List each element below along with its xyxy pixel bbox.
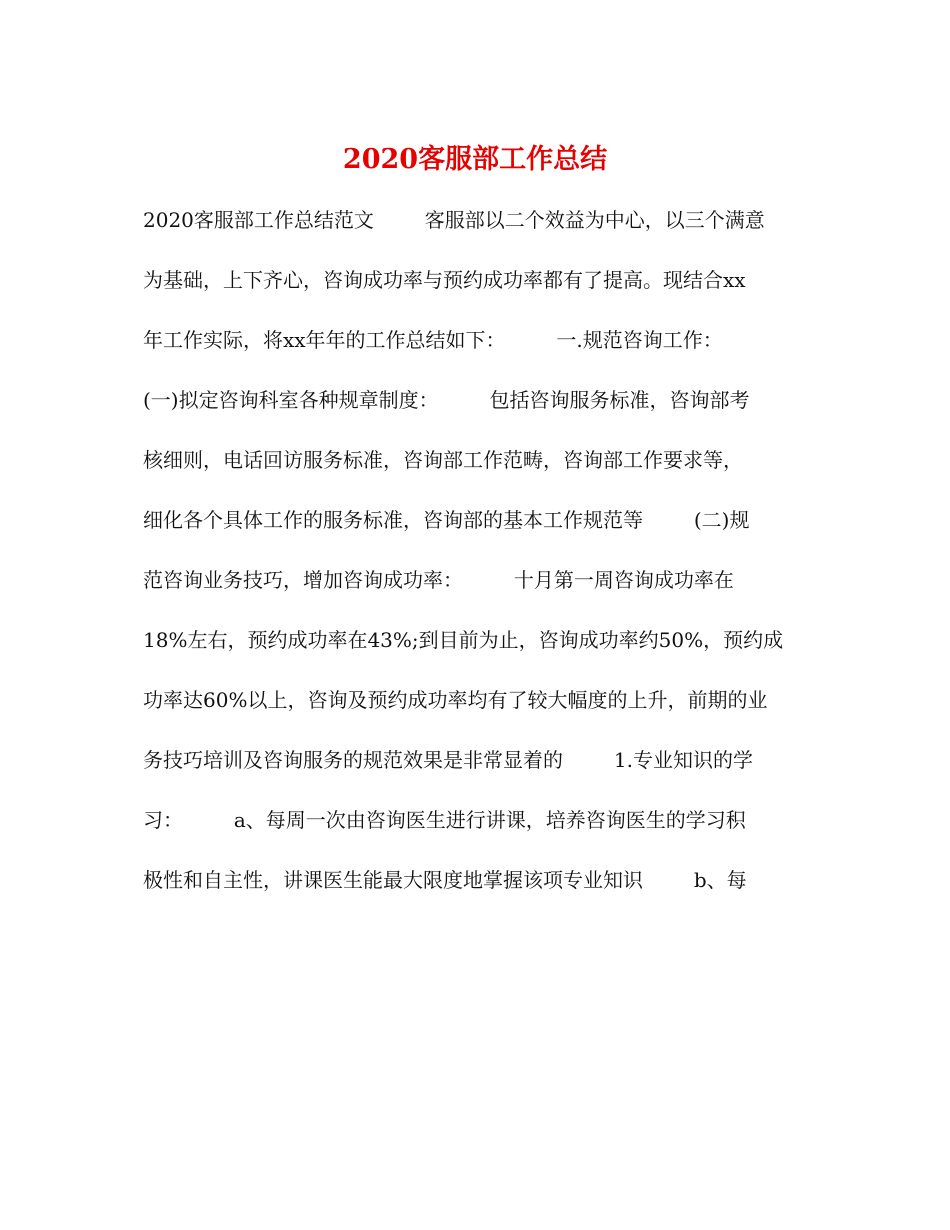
body-line: 极性和自主性，讲课医生能最大限度地掌握该项专业知识 b、每 (143, 868, 747, 892)
body-line: 核细则，电话回访服务标准，咨询部工作范畴，咨询部工作要求等， (143, 448, 743, 472)
body-line: 功率达60%以上，咨询及预约成功率均有了较大幅度的上升，前期的业 (143, 688, 768, 712)
document-title: 2020客服部工作总结 (342, 144, 608, 175)
body-line: 年工作实际，将xx年年的工作总结如下： 一.规范咨询工作： (143, 328, 723, 352)
document-body (143, 200, 823, 920)
body-line: 范咨询业务技巧，增加咨询成功率： 十月第一周咨询成功率在 (143, 568, 734, 592)
body-line: (一)拟定咨询科室各种规章制度： 包括咨询服务标准，咨询部考 (143, 388, 750, 412)
body-line: 务技巧培训及咨询服务的规范效果是非常显着的 1.专业知识的学 (143, 748, 753, 772)
body-line: 为基础，上下齐心，咨询成功率与预约成功率都有了提高。现结合xx (143, 268, 746, 292)
body-line: 细化各个具体工作的服务标准，咨询部的基本工作规范等 (二)规 (143, 508, 750, 532)
body-line: 习： a、每周一次由咨询医生进行讲课，培养咨询医生的学习积 (143, 808, 746, 832)
body-line: 18%左右，预约成功率在43%;到目前为止，咨询成功率约50%，预约成 (143, 628, 784, 652)
body-line: 2020客服部工作总结范文 客服部以二个效益为中心，以三个满意 (143, 208, 765, 232)
